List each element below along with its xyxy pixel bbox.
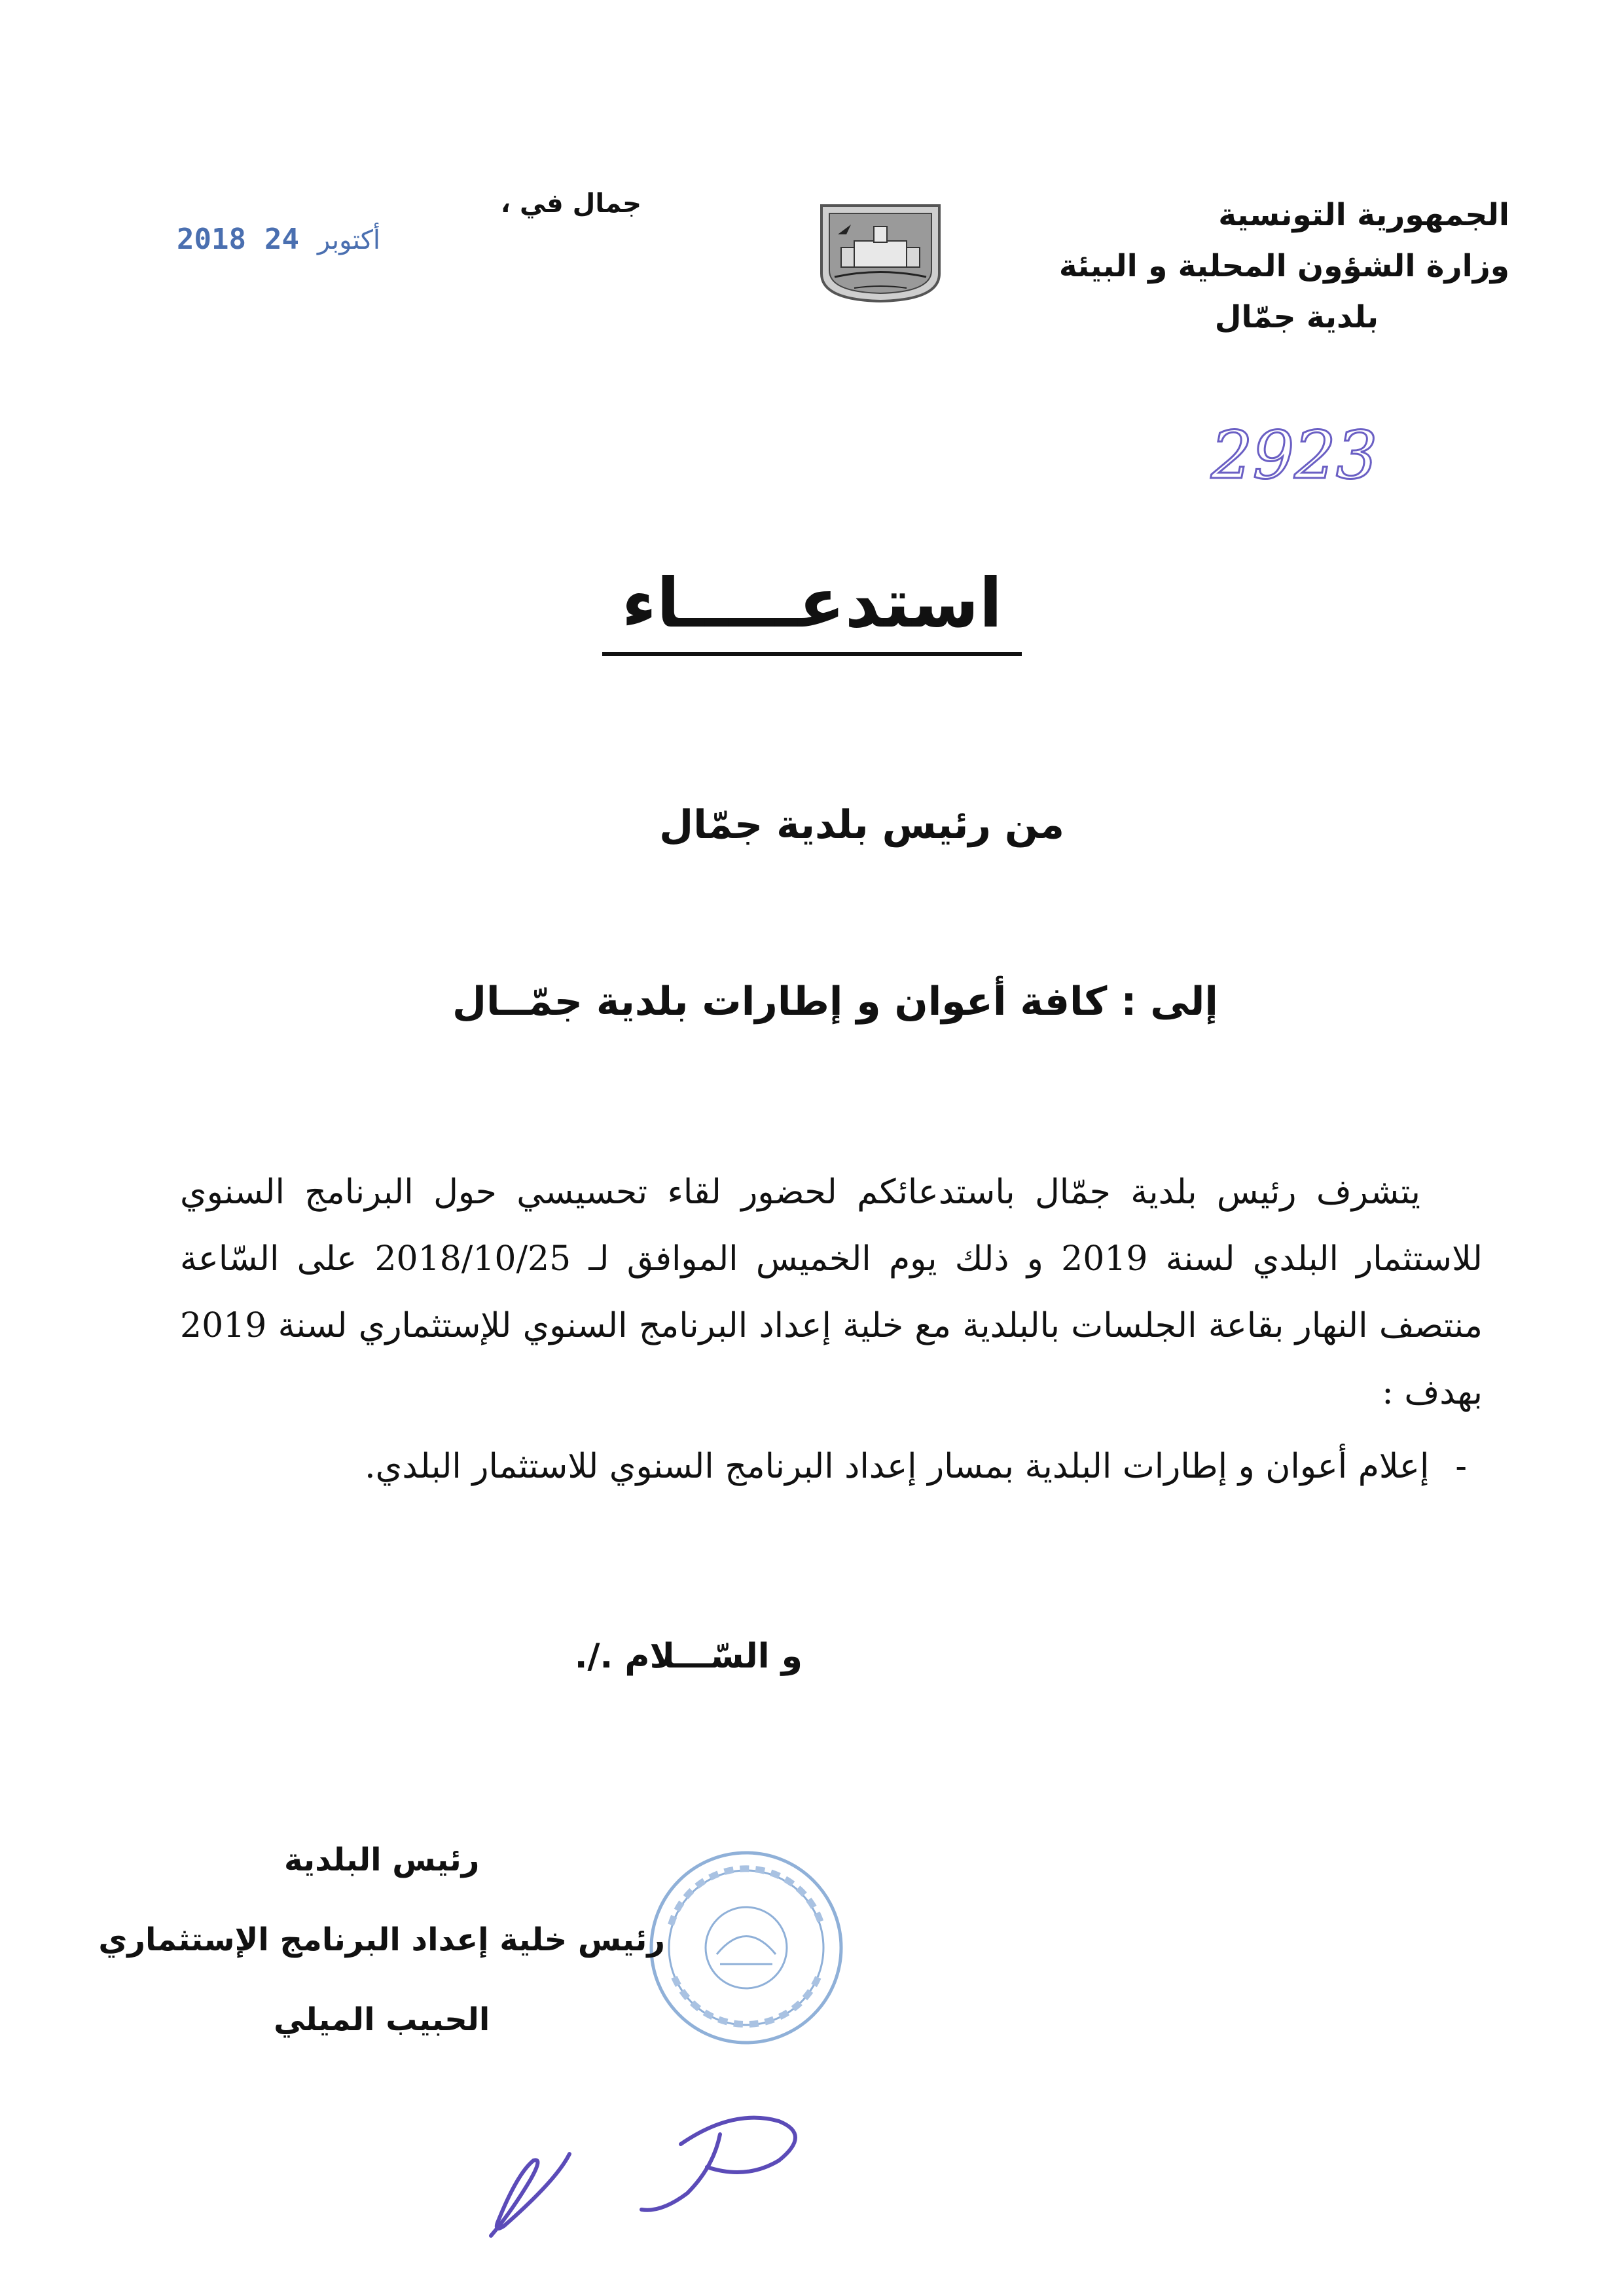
reference-number-text: 2923	[1211, 417, 1378, 494]
closing-salutation: و السّـــلام ./.	[574, 1637, 803, 1676]
signatory-title-cell: رئيس خلية إعداد البرنامج الإستثماري	[98, 1922, 665, 1958]
document-title	[0, 563, 1624, 656]
handwritten-signature	[471, 2082, 838, 2252]
date-stamp-year: 2018	[177, 223, 246, 256]
letterhead-ministry: وزارة الشؤون المحلية و البيئة	[1058, 248, 1509, 284]
place-label: جمال في ،	[500, 189, 641, 219]
document-title-text: استدعـــــاء	[602, 563, 1022, 656]
bullet-dash: -	[1455, 1447, 1467, 1486]
date-stamp-day: 24	[264, 223, 299, 256]
letterhead-municipality: بلدية جمّال	[1214, 299, 1379, 335]
body-paragraph-text: يتشرف رئيس بلدية جمّال باستدعائكم لحضور لقاء تحسيسي حول البرنامج السنوي للاستثمار البلدي لسنة 2019 و ذلك يوم الخميس الموافق لـ 2018/10/25 على السّاعة منتصف النهار بقاعة الجلسات بالبلدية مع خلية إعداد البرنامج السنوي للإستثماري لسنة 2019 بهدف :	[180, 1173, 1483, 1412]
official-seal-icon	[645, 1846, 848, 2049]
recipient-line: إلى : كافة أعوان و إطارات بلدية جمّــال	[452, 979, 1218, 1025]
bullet-item-text: إعلام أعوان و إطارات البلدية بمسار إعداد البرنامج السنوي للاستثمار البلدي.	[365, 1447, 1430, 1486]
bullet-item	[365, 1447, 1467, 1486]
municipality-emblem-icon	[815, 202, 946, 303]
handwritten-reference-number	[1204, 412, 1440, 498]
letterhead-country: الجمهورية التونسية	[1218, 197, 1509, 233]
letterhead	[920, 190, 1509, 343]
date-stamp-month: أكتوبر	[317, 225, 381, 255]
date-stamp	[177, 223, 399, 268]
body-paragraph	[180, 1159, 1483, 1426]
signature-block	[98, 1820, 665, 2060]
signatory-title-mayor: رئيس البلدية	[284, 1842, 480, 1878]
sender-line: من رئيس بلدية جمّال	[659, 802, 1064, 848]
signatory-name: الحبيب الميلي	[274, 2001, 490, 2038]
